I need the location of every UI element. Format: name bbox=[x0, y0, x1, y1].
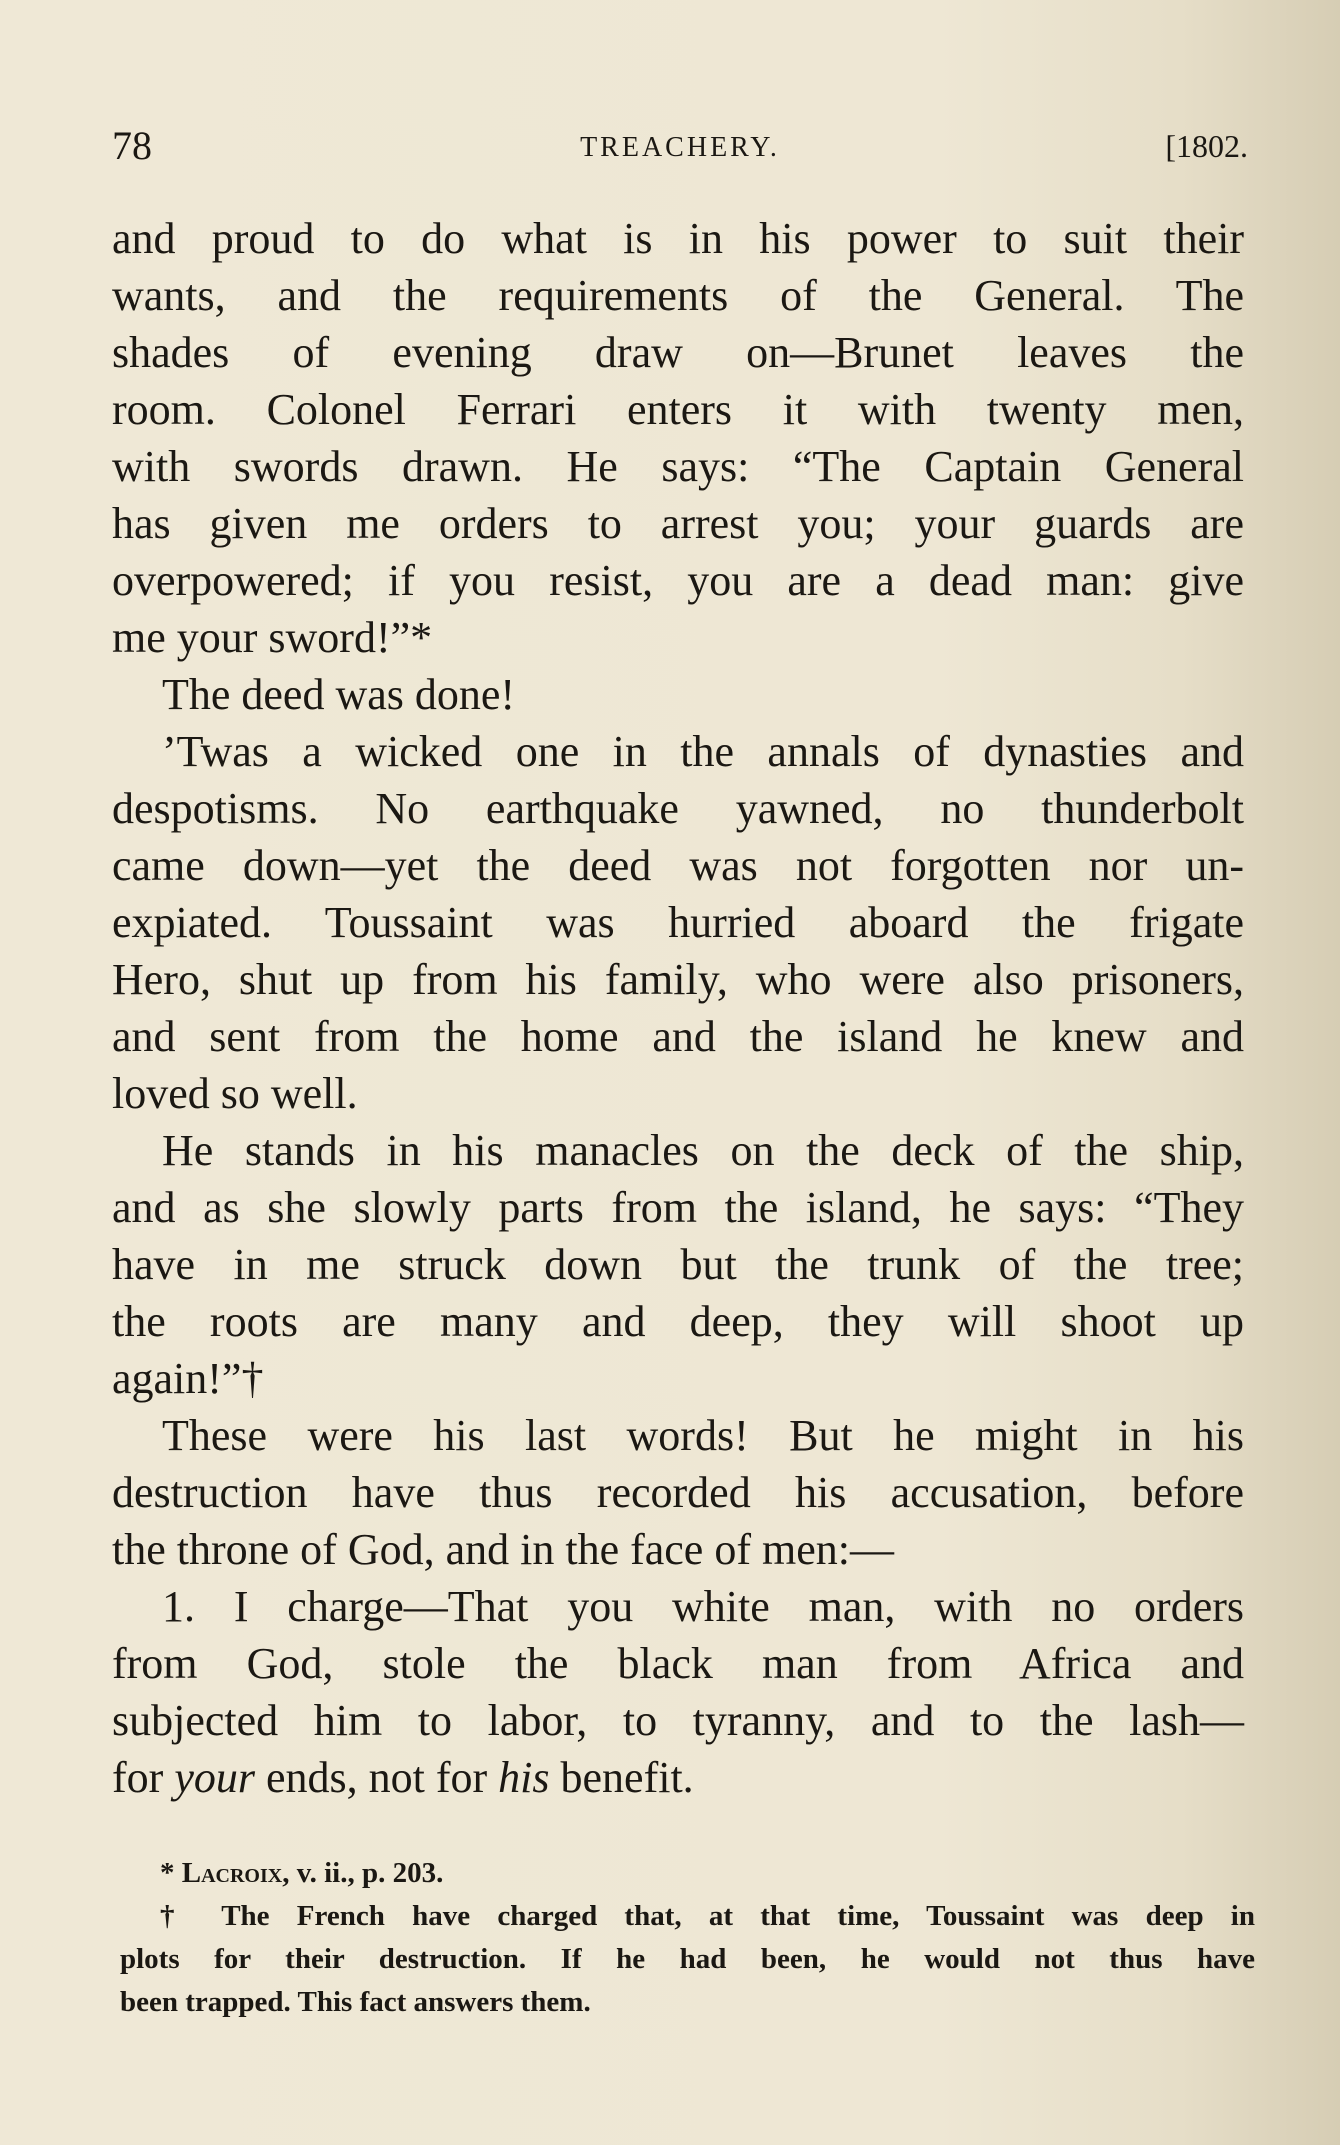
body-line: wants, and the requirements of the General. The bbox=[112, 271, 1244, 320]
body-line: came down—yet the deed was not forgotten nor un- bbox=[112, 841, 1244, 890]
body-line: with swords drawn. He says: “The Captain General bbox=[112, 442, 1244, 491]
body-line: The deed was done! bbox=[162, 670, 516, 719]
footnote-2-line: plots for their destruction. If he had been, he would not thus have bbox=[120, 1943, 1255, 1975]
running-title: TREACHERY. bbox=[580, 132, 780, 163]
header-year: [1802. bbox=[1165, 128, 1248, 164]
body-line: me your sword!”* bbox=[112, 613, 433, 662]
body-line: expiated. Toussaint was hurried aboard the frigate bbox=[112, 898, 1244, 947]
emphasis-his: his bbox=[498, 1753, 550, 1802]
footnote-author: Lacroix bbox=[181, 1857, 283, 1889]
body-line: These were his last words! But he might in his bbox=[162, 1411, 1244, 1460]
running-header bbox=[112, 118, 1248, 178]
body-line: shades of evening draw on—Brunet leaves the bbox=[112, 328, 1244, 377]
body-line: from God, stole the black man from Africa and bbox=[112, 1639, 1244, 1688]
body-line: and sent from the home and the island he knew and bbox=[112, 1012, 1244, 1061]
body-line: room. Colonel Ferrari enters it with twenty men, bbox=[112, 385, 1244, 434]
body-line: has given me orders to arrest you; your guards are bbox=[112, 499, 1244, 548]
body-line: and proud to do what is in his power to suit their bbox=[112, 214, 1244, 263]
body-line: the roots are many and deep, they will shoot up bbox=[112, 1297, 1244, 1346]
emphasis-your: your bbox=[174, 1753, 255, 1802]
body-line: loved so well. bbox=[112, 1069, 358, 1118]
body-line: again!”† bbox=[112, 1354, 264, 1403]
body-line: despotisms. No earthquake yawned, no thunderbolt bbox=[112, 784, 1244, 833]
footnote-1: * Lacroix, v. ii., p. 203. bbox=[160, 1857, 444, 1889]
footnote-2-line: been trapped. This fact answers them. bbox=[120, 1986, 591, 2018]
body-text bbox=[112, 210, 1244, 1806]
body-line: Hero, shut up from his family, who were also prisoners, bbox=[112, 955, 1244, 1004]
body-line: He stands in his manacles on the deck of the ship, bbox=[162, 1126, 1244, 1175]
footnotes bbox=[120, 1852, 1255, 2024]
body-line: the throne of God, and in the face of men:— bbox=[112, 1525, 894, 1574]
body-line: ’Twas a wicked one in the annals of dynasties and bbox=[162, 727, 1244, 776]
body-line: and as she slowly parts from the island, he says: “They bbox=[112, 1183, 1244, 1232]
page-number: 78 bbox=[112, 123, 152, 168]
footnote-2-line: † The French have charged that, at that time, Toussaint was deep in bbox=[160, 1900, 1255, 1932]
body-line: destruction have thus recorded his accusation, before bbox=[112, 1468, 1244, 1517]
body-line-final: for your ends, not for his benefit. bbox=[112, 1753, 694, 1802]
body-line: overpowered; if you resist, you are a dead man: give bbox=[112, 556, 1244, 605]
body-line: have in me struck down but the trunk of the tree; bbox=[112, 1240, 1244, 1289]
body-line: subjected him to labor, to tyranny, and to the lash— bbox=[112, 1696, 1244, 1745]
body-line: 1. I charge—That you white man, with no orders bbox=[162, 1582, 1244, 1631]
